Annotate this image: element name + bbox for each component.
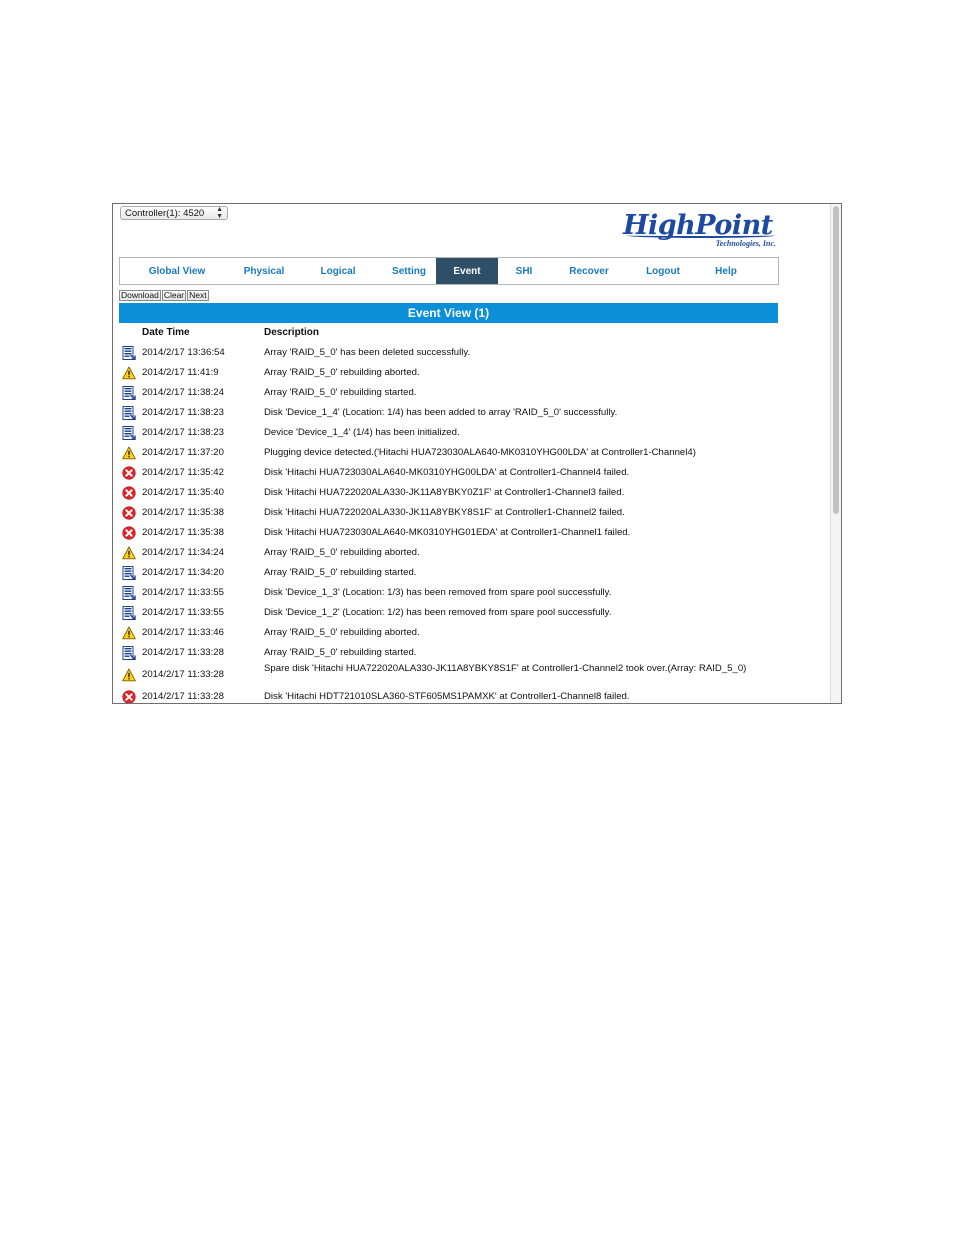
tab-logical[interactable]: Logical xyxy=(320,265,356,277)
event-description: Array 'RAID_5_0' rebuilding aborted. xyxy=(264,627,420,638)
event-view-title-bar xyxy=(119,303,778,323)
main-nav xyxy=(119,257,779,285)
event-datetime: 2014/2/17 13:36:54 xyxy=(142,347,225,358)
event-description: Array 'RAID_5_0' rebuilding started. xyxy=(264,567,417,578)
event-description: Spare disk 'Hitachi HUA722020ALA330-JK11A8YBKY8S1F' at Controller1-Channel2 took over.(Array: RAID_5_0) xyxy=(264,663,747,674)
event-datetime: 2014/2/17 11:33:55 xyxy=(142,607,224,618)
event-datetime: 2014/2/17 11:38:24 xyxy=(142,387,224,398)
info-document-icon xyxy=(122,606,136,620)
info-document-icon xyxy=(122,386,136,400)
table-row xyxy=(113,523,833,543)
table-row xyxy=(113,623,833,643)
info-document-icon xyxy=(122,346,136,360)
event-datetime: 2014/2/17 11:35:38 xyxy=(142,507,224,518)
info-document-icon xyxy=(122,566,136,580)
event-description: Disk 'Hitachi HDT721010SLA360-STF605MS1PAMXK' at Controller1-Channel8 failed. xyxy=(264,691,630,702)
info-document-icon xyxy=(122,586,136,600)
event-datetime: 2014/2/17 11:33:28 xyxy=(142,669,224,680)
tab-help[interactable]: Help xyxy=(715,265,737,277)
logo-tagline: Technologies, Inc. xyxy=(715,239,776,248)
warning-icon xyxy=(122,668,136,682)
next-button[interactable]: Next xyxy=(189,290,207,300)
tab-physical[interactable]: Physical xyxy=(243,265,285,277)
event-datetime: 2014/2/17 11:33:28 xyxy=(142,647,224,658)
table-row xyxy=(113,543,833,563)
download-button[interactable]: Download xyxy=(121,290,159,300)
event-datetime: 2014/2/17 11:38:23 xyxy=(142,427,224,438)
event-description: Disk 'Hitachi HUA723030ALA640-MK0310YHG01EDA' at Controller1-Channel1 failed. xyxy=(264,527,631,538)
error-icon xyxy=(122,690,136,704)
browser-window xyxy=(112,203,842,704)
table-row xyxy=(113,687,833,704)
clear-button[interactable]: Clear xyxy=(163,290,185,300)
scrollbar-thumb[interactable] xyxy=(833,206,839,514)
event-description: Disk 'Hitachi HUA722020ALA330-JK11A8YBKY0Z1F' at Controller1-Channel3 failed. xyxy=(264,487,625,498)
event-datetime: 2014/2/17 11:38:23 xyxy=(142,407,224,418)
table-row xyxy=(113,443,833,463)
event-description: Array 'RAID_5_0' rebuilding aborted. xyxy=(264,547,420,558)
column-header-description: Description xyxy=(264,327,320,338)
event-datetime: 2014/2/17 11:35:42 xyxy=(142,467,224,478)
warning-icon xyxy=(122,626,136,640)
table-row xyxy=(113,643,833,663)
event-description: Array 'RAID_5_0' rebuilding aborted. xyxy=(264,367,420,378)
logo-swoosh xyxy=(627,233,775,238)
controller-select-value: Controller(1): 4520 xyxy=(125,208,205,219)
event-description: Device 'Device_1_4' (1/4) has been initialized. xyxy=(264,427,460,438)
table-row xyxy=(113,483,833,503)
event-description: Plugging device detected.('Hitachi HUA723030ALA640-MK0310YHG00LDA' at Controller1-Channel4) xyxy=(264,447,696,458)
event-datetime: 2014/2/17 11:35:40 xyxy=(142,487,224,498)
tab-setting[interactable]: Setting xyxy=(392,265,426,277)
event-datetime: 2014/2/17 11:34:24 xyxy=(142,547,224,558)
tab-logout[interactable]: Logout xyxy=(646,265,680,277)
error-icon xyxy=(122,526,136,540)
event-description: Disk 'Hitachi HUA723030ALA640-MK0310YHG00LDA' at Controller1-Channel4 failed. xyxy=(264,467,630,478)
event-description: Array 'RAID_5_0' rebuilding started. xyxy=(264,647,417,658)
error-icon xyxy=(122,486,136,500)
error-icon xyxy=(122,466,136,480)
table-row xyxy=(113,603,833,623)
info-document-icon xyxy=(122,406,136,420)
select-arrows-icon: ▲ ▼ xyxy=(216,206,223,220)
event-datetime: 2014/2/17 11:33:55 xyxy=(142,587,224,598)
table-row xyxy=(113,423,833,443)
event-description: Disk 'Device_1_2' (Location: 1/2) has been removed from spare pool successfully. xyxy=(264,607,612,618)
highpoint-logo xyxy=(623,212,783,252)
table-row xyxy=(113,403,833,423)
warning-icon xyxy=(122,446,136,460)
info-document-icon xyxy=(122,426,136,440)
vertical-scrollbar[interactable] xyxy=(830,204,841,703)
table-row xyxy=(113,663,833,689)
event-datetime: 2014/2/17 11:35:38 xyxy=(142,527,224,538)
event-datetime: 2014/2/17 11:34:20 xyxy=(142,567,224,578)
table-row xyxy=(113,563,833,583)
table-row xyxy=(113,503,833,523)
warning-icon xyxy=(122,366,136,380)
event-description: Array 'RAID_5_0' rebuilding started. xyxy=(264,387,417,398)
error-icon xyxy=(122,506,136,520)
table-row xyxy=(113,383,833,403)
info-document-icon xyxy=(122,646,136,660)
event-datetime: 2014/2/17 11:41:9 xyxy=(142,367,219,378)
event-actions xyxy=(119,290,210,301)
event-description: Array 'RAID_5_0' has been deleted successfully. xyxy=(264,347,471,358)
event-datetime: 2014/2/17 11:33:28 xyxy=(142,691,224,702)
controller-select[interactable] xyxy=(120,206,228,220)
warning-icon xyxy=(122,546,136,560)
logo-brand-text: HighPoint xyxy=(623,210,773,241)
event-description: Disk 'Device_1_3' (Location: 1/3) has been removed from spare pool successfully. xyxy=(264,587,612,598)
tab-recover[interactable]: Recover xyxy=(569,265,609,277)
event-datetime: 2014/2/17 11:33:46 xyxy=(142,627,224,638)
tab-global-view[interactable]: Global View xyxy=(148,265,206,277)
event-datetime: 2014/2/17 11:37:20 xyxy=(142,447,224,458)
tab-event[interactable]: Event xyxy=(436,258,498,284)
table-row xyxy=(113,463,833,483)
event-description: Disk 'Hitachi HUA722020ALA330-JK11A8YBKY8S1F' at Controller1-Channel2 failed. xyxy=(264,507,625,518)
event-description: Disk 'Device_1_4' (Location: 1/4) has been added to array 'RAID_5_0' successfully. xyxy=(264,407,618,418)
column-header-date-time: Date Time xyxy=(142,327,190,338)
table-row xyxy=(113,343,833,363)
event-view-title: Event View (1) xyxy=(407,306,490,320)
table-row xyxy=(113,583,833,603)
table-row xyxy=(113,363,833,383)
tab-shi[interactable]: SHI xyxy=(515,265,533,277)
